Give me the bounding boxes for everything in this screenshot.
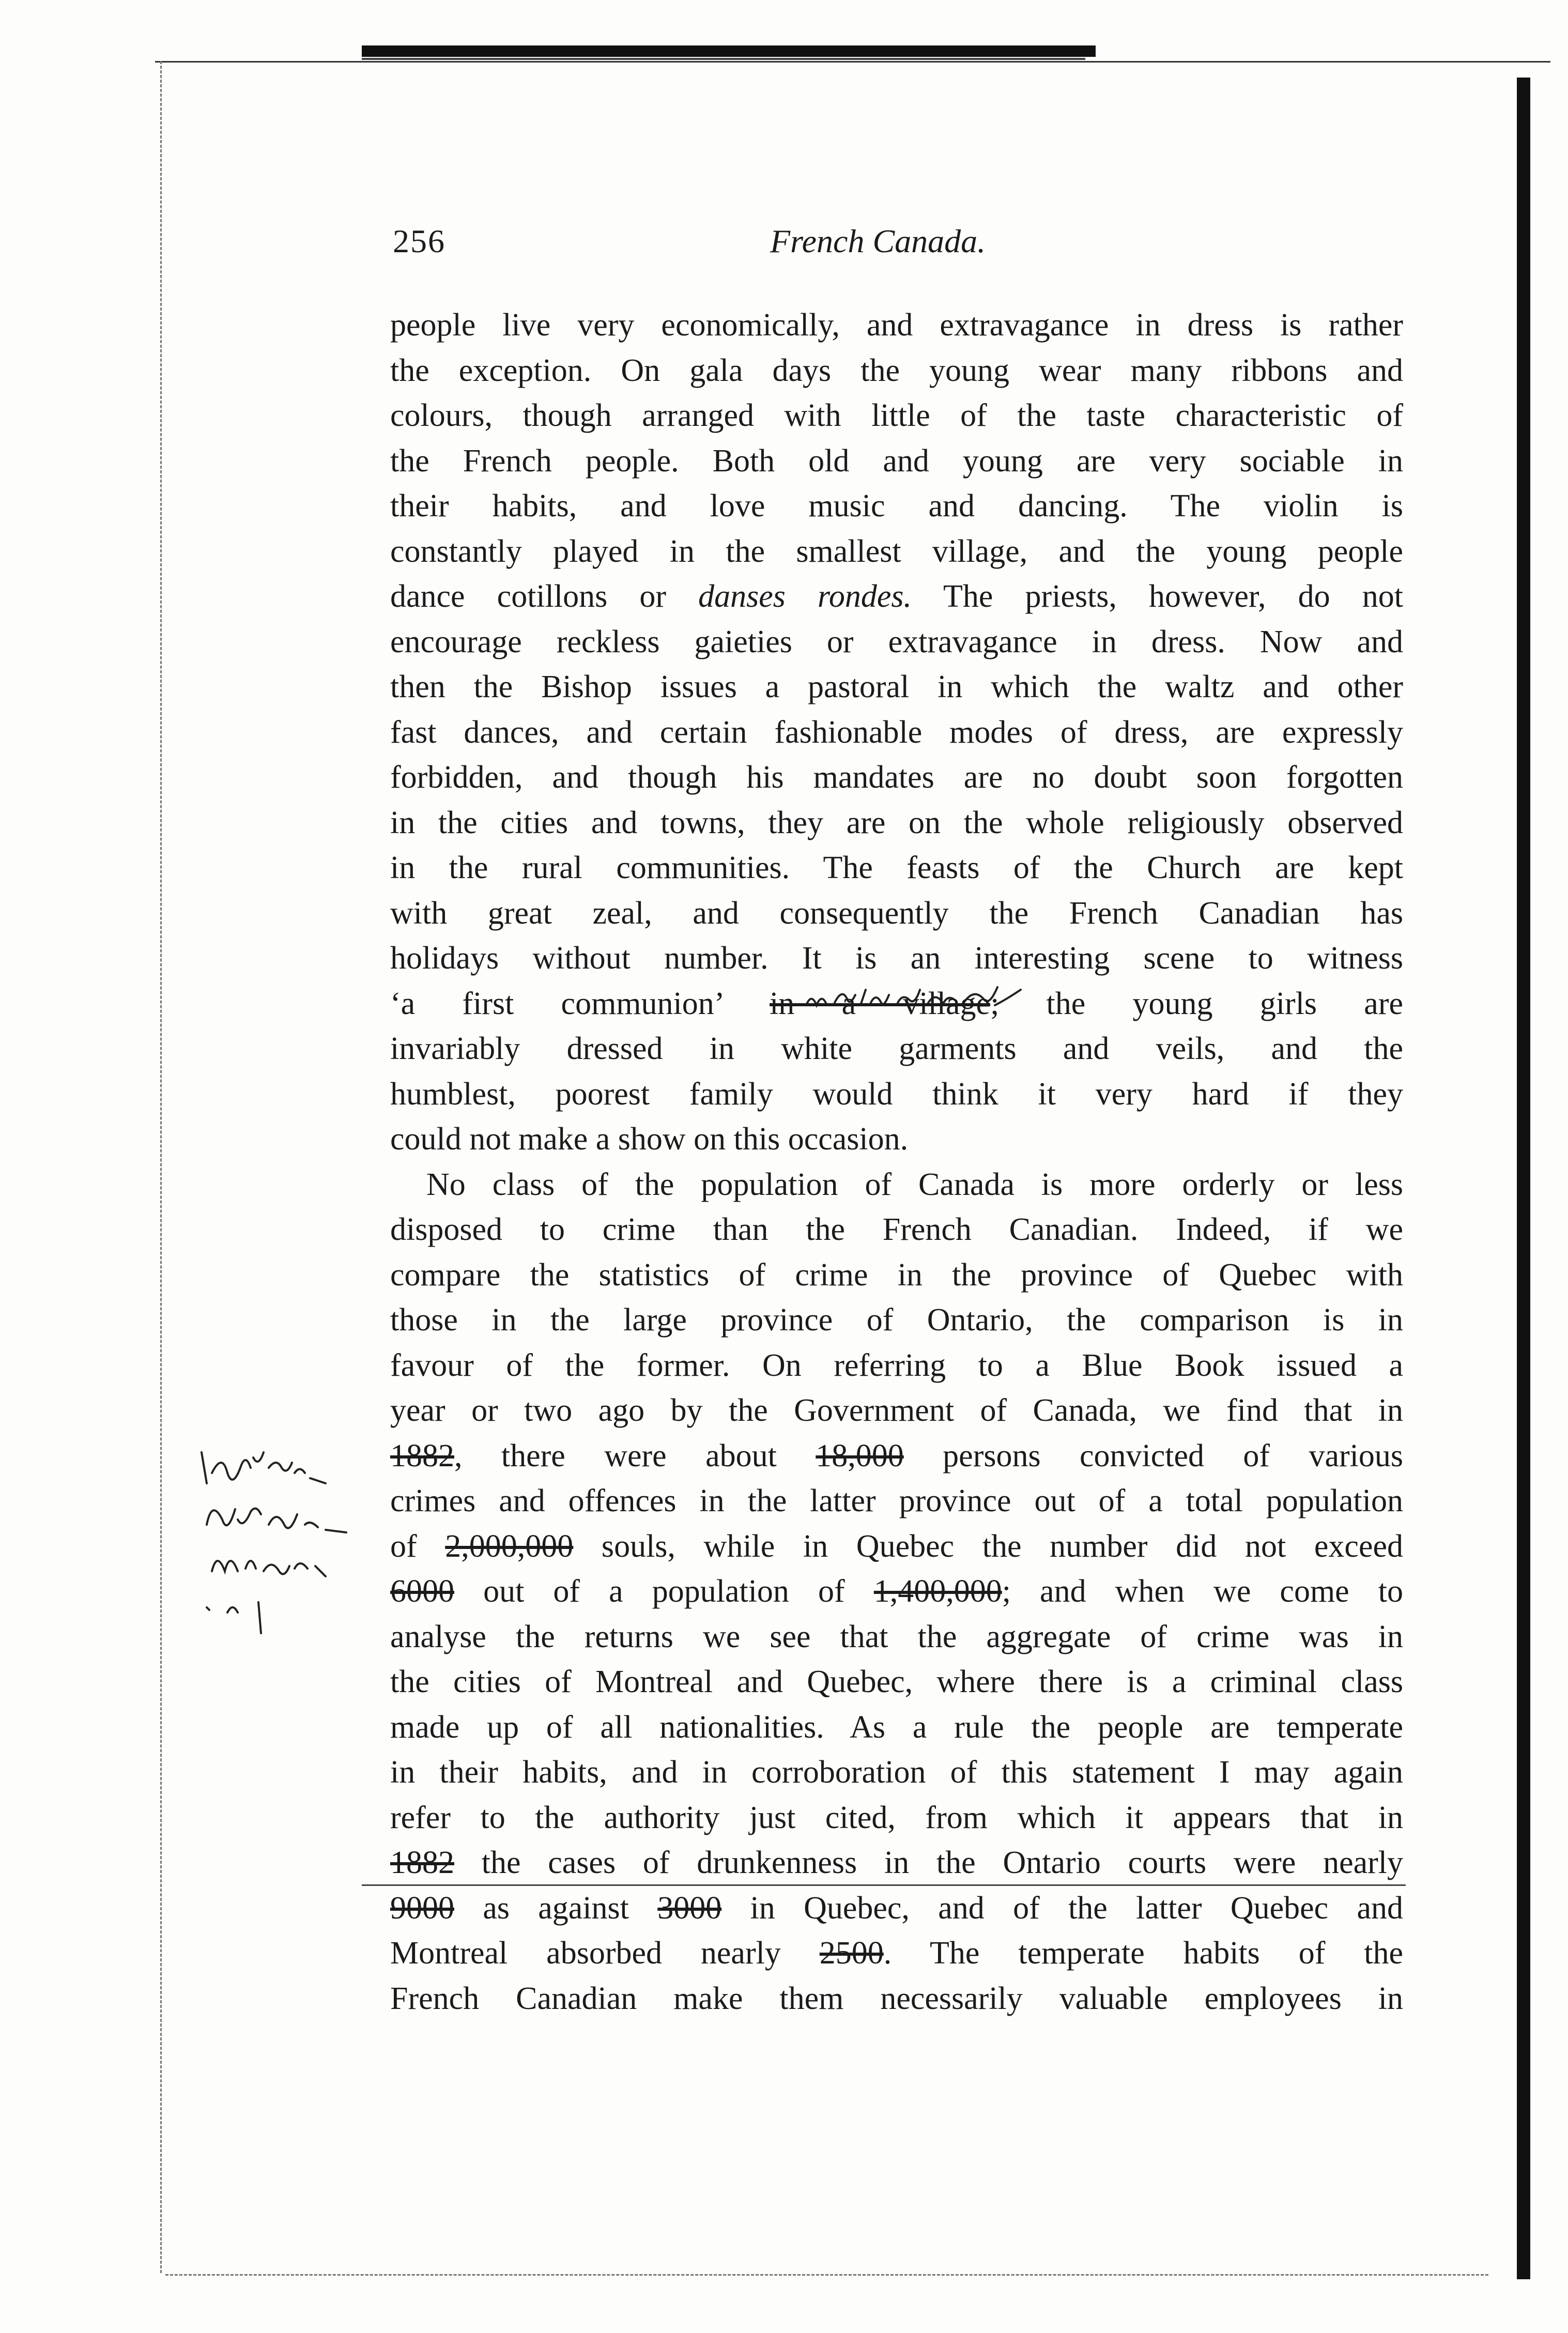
scan-top-bar-thin [362,58,1085,60]
text-run: . The temperate habits of the [883,1936,1404,1971]
scan-top-bar [362,45,1096,57]
text-line: humblest, poorest family would think it very hard if they [390,1076,1403,1112]
scan-right-bar [1517,78,1530,2279]
text-line: the cities of Montreal and Quebec, where there is a criminal class [390,1664,1403,1699]
struck-number: 9000 [390,1890,454,1926]
struck-number: 2500 [819,1936,884,1971]
struck-number: 1882 [390,1845,454,1880]
text-line: holidays without number. It is an interesting scene to witness [390,941,1403,976]
body-text [390,303,1403,2021]
text-line: those in the large province of Ontario, the comparison is in [390,1302,1403,1338]
text-line: invariably dressed in white garments and veils, and the [390,1031,1403,1066]
text-line: people live very economically, and extravagance in dress is rather [390,308,1403,343]
text-line: compare the statistics of crime in the province of Quebec with [390,1257,1403,1293]
text-line: crimes and offences in the latter province out of a total population [390,1483,1403,1518]
text-line [390,1840,1403,1886]
struck-text: in a village [770,986,991,1021]
text-line: made up of all nationalities. As a rule the people are temperate [390,1709,1403,1745]
text-run: ; and when we come to [1002,1574,1403,1609]
text-line: then the Bishop issues a pastoral in which the waltz and other [390,669,1403,704]
text-line: could not make a show on this occasion. [390,1122,909,1157]
page-header [393,222,1426,274]
text-line [390,1569,1403,1615]
text-line: the French people. Both old and young are very sociable in [390,443,1403,479]
text-line: constantly played in the smallest village, and the young people [390,533,1403,569]
text-line [390,574,1403,620]
text-line: in their habits, and in corroboration of this statement I may again [390,1755,1403,1790]
scan-left-rule [160,61,163,2273]
text-run: The priests, however, do not [912,579,1404,614]
text-line: fast dances, and certain fashionable modes of dress, are expressly [390,714,1403,750]
text-line [390,1524,1403,1570]
text-run: as against [454,1890,658,1926]
struck-number: 6000 [390,1574,454,1609]
text-run: out of a population of [454,1574,874,1609]
text-line: in the cities and towns, they are on the whole religiously observed [390,805,1403,840]
text-line: analyse the returns we see that the aggregate of crime was in [390,1619,1403,1654]
scan-top-rule [155,61,1550,63]
text-line: in the rural communities. The feasts of the Church are kept [390,850,1403,885]
scan-bottom-rule [165,2274,1488,2277]
text-line [390,1434,1403,1479]
text-run: dance cotillons or [390,579,667,614]
text-line: forbidden, and though his mandates are no doubt soon forgotten [390,760,1403,795]
text-line: disposed to crime than the French Canadian. Indeed, if we [390,1212,1403,1247]
text-line: refer to the authority just cited, from which it appears that in [390,1800,1403,1835]
text-line [390,981,1403,1027]
text-run: ‘a first communion’ [390,986,722,1021]
struck-number: 18,000 [816,1438,904,1474]
struck-number: 2,000,000 [445,1528,574,1564]
text-run: in Quebec, and of the latter Quebec and [721,1890,1403,1926]
text-line: No class of the population of Canada is more orderly or less [426,1166,1403,1202]
text-run: Montreal absorbed nearly [390,1936,781,1971]
text-line: encourage reckless gaieties or extravagance in dress. Now and [390,624,1403,659]
struck-number: 1,400,000 [873,1574,1002,1609]
page-number: 256 [393,223,445,259]
text-line: year or two ago by the Government of Canada, we find that in [390,1393,1403,1428]
text-run: ; the young girls are [990,986,1403,1021]
text-line: the exception. On gala days the young wear many ribbons and [390,352,1403,388]
running-title: French Canada. [770,223,986,259]
text-run: souls, while in Quebec the number did not exceed [573,1528,1403,1564]
text-run: , there were about [454,1438,816,1474]
text-line: with great zeal, and consequently the French Canadian has [390,895,1403,931]
text-run: persons convicted of various [903,1438,1403,1474]
text-run: of [390,1528,445,1564]
text-line: favour of the former. On referring to a Blue Book issued a [390,1347,1403,1383]
text-line: French Canadian make them necessarily valuable employees in [390,1981,1403,2016]
italic-phrase: danses rondes. [698,579,912,614]
text-line: their habits, and love music and dancing. The violin is [390,488,1403,524]
text-line [390,1886,1403,1931]
text-run: the cases of drunkenness in the Ontario courts were nearly [454,1845,1403,1880]
struck-number: 3000 [657,1890,722,1926]
text-line [390,1931,1403,1976]
struck-number: 1882 [390,1438,454,1474]
handwritten-margin-note [196,1437,372,1654]
text-line: colours, though arranged with little of the taste characteristic of [390,398,1403,433]
